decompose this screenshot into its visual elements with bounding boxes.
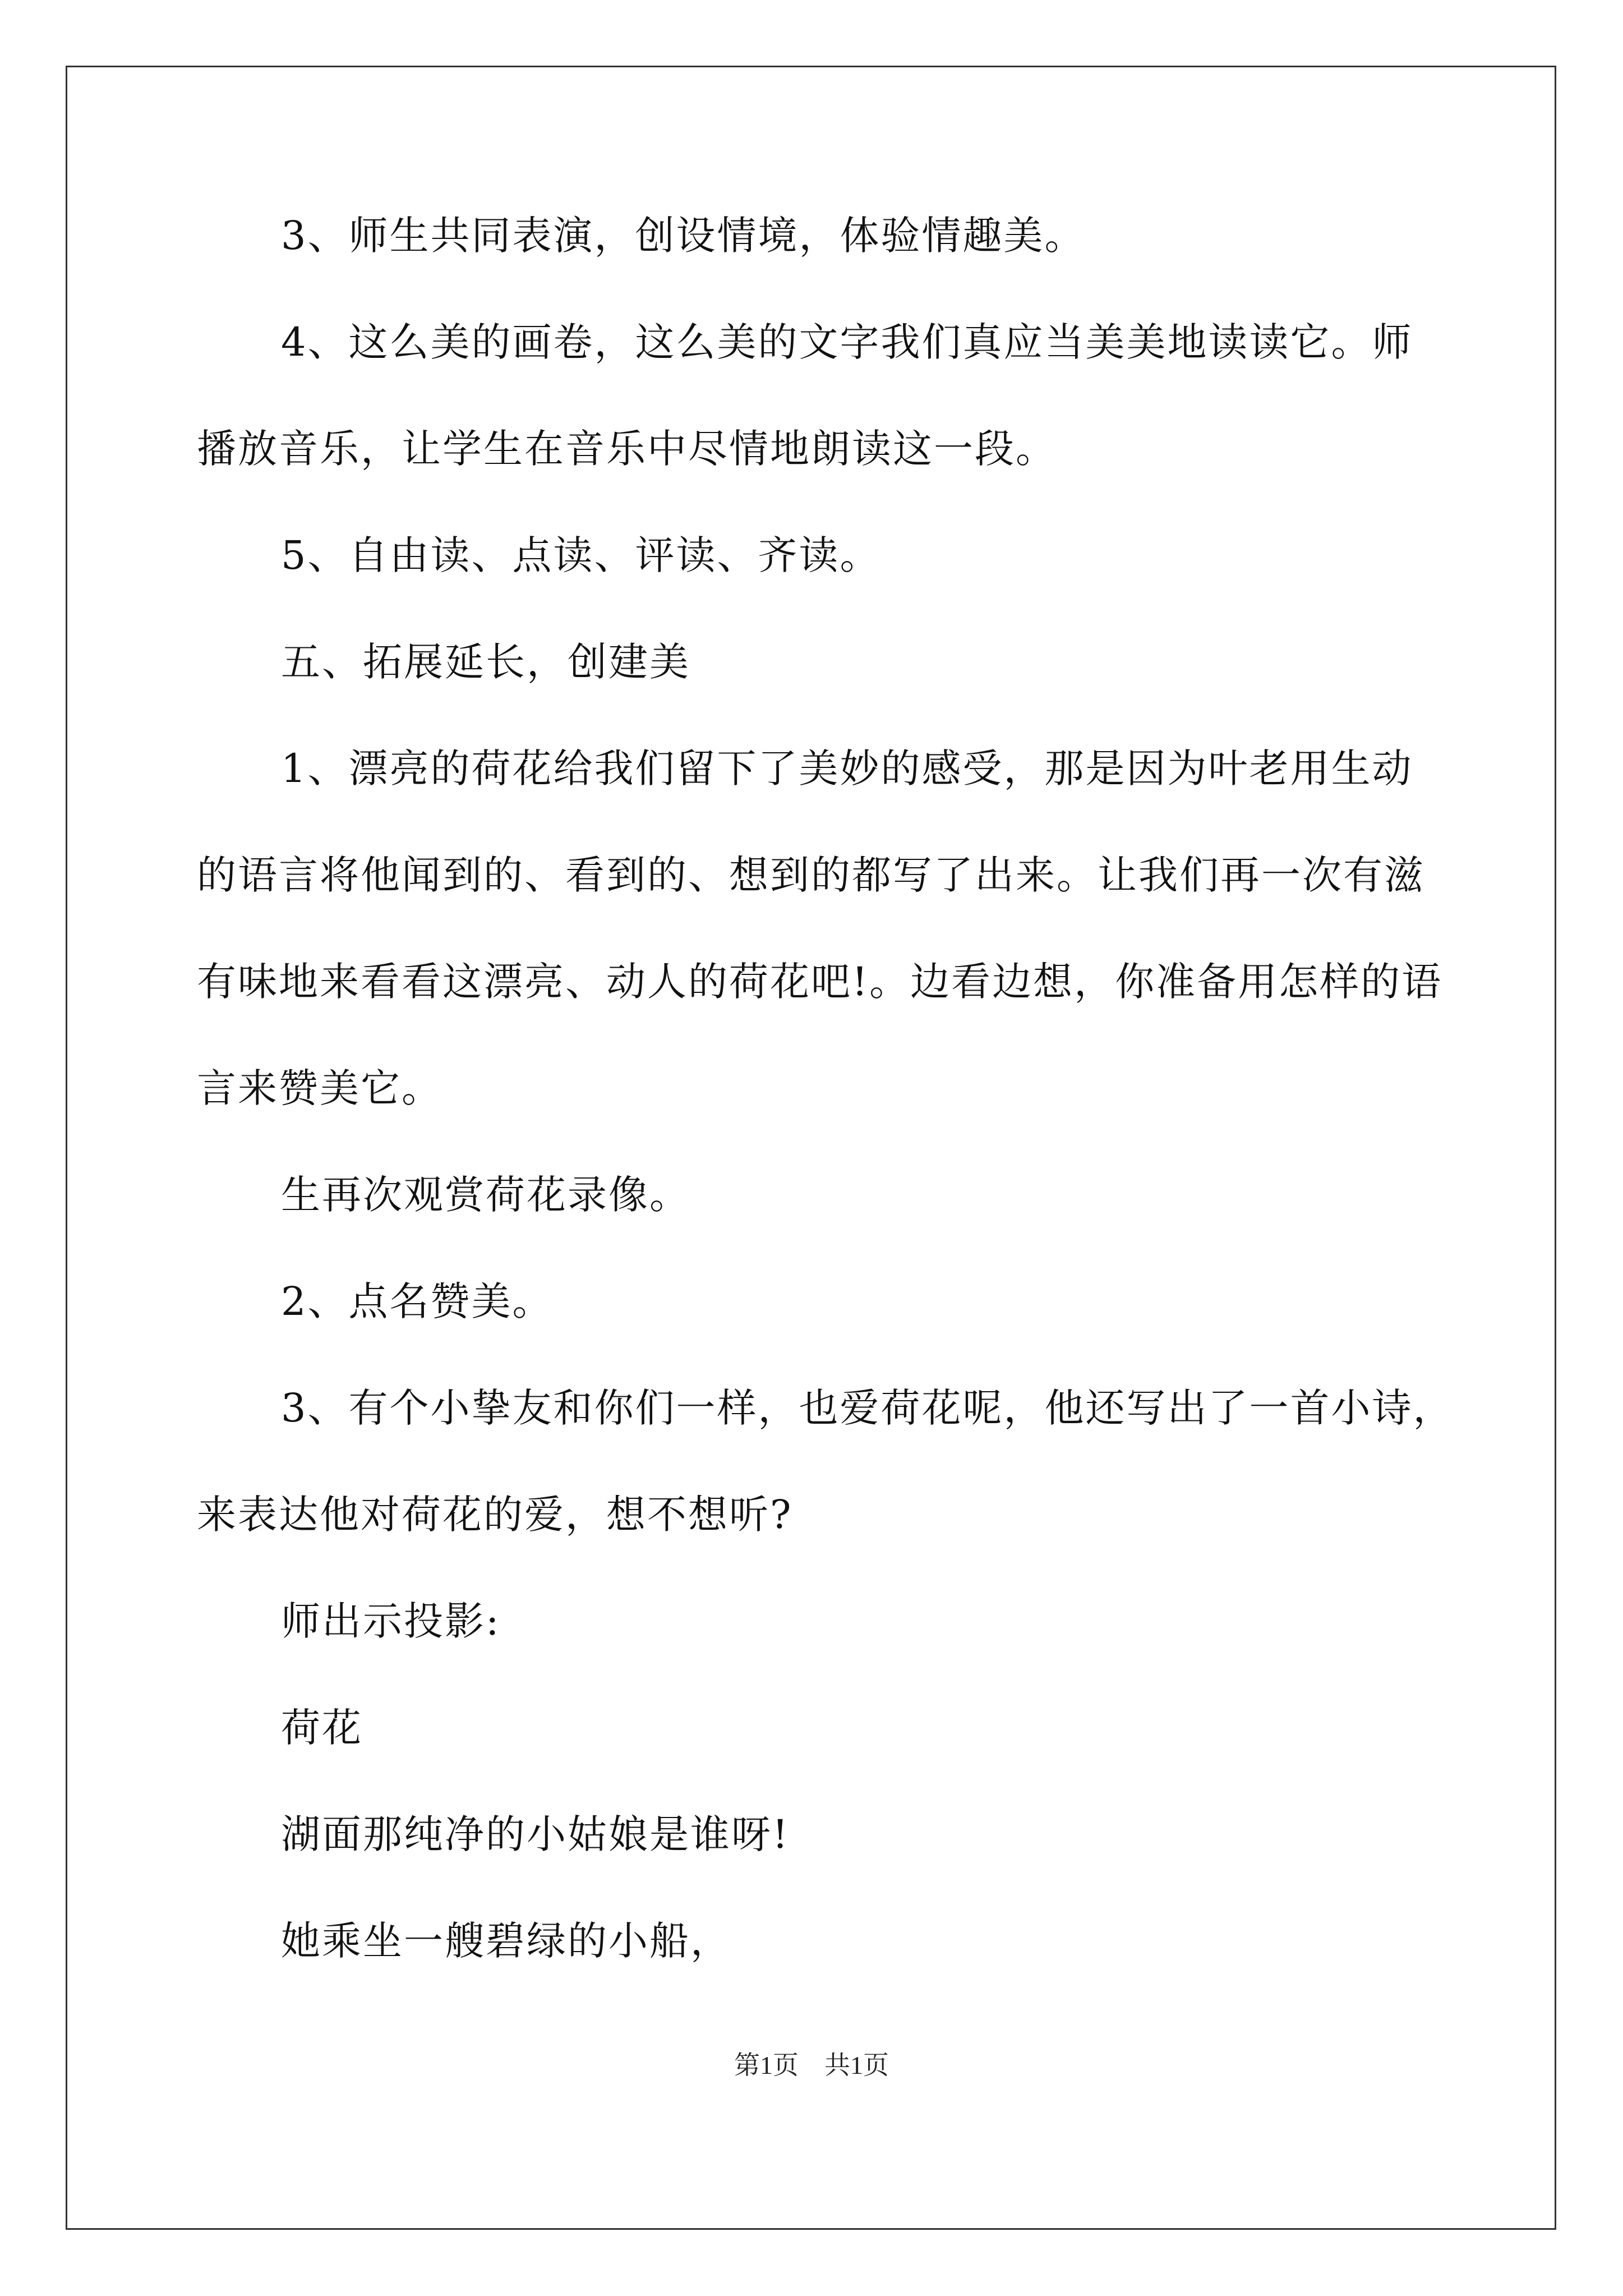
poem-line: 她乘坐一艘碧绿的小船，: [281, 1918, 731, 1964]
paragraph-line: 有味地来看看这漂亮、动人的荷花吧!。边看边想，你准备用怎样的语: [197, 959, 1443, 1005]
paragraph-line: 4、这么美的画卷，这么美的文字我们真应当美美地读读它。师: [281, 319, 1413, 365]
poem-line: 湖面那纯净的小姑娘是谁呀!: [281, 1811, 790, 1857]
paragraph-line: 3、师生共同表演，创设情境，体验情趣美。: [281, 213, 1086, 259]
poem-title: 荷花: [281, 1705, 363, 1751]
section-heading: 五、拓展延长，创建美: [281, 639, 690, 685]
paragraph-line: 来表达他对荷花的爱，想不想听?: [197, 1492, 793, 1538]
paragraph-line: 3、有个小挚友和你们一样，也爱荷花呢，他还写出了一首小诗，: [281, 1385, 1454, 1431]
paragraph-line: 言来赞美它。: [197, 1065, 442, 1111]
paragraph-line: 生再次观赏荷花录像。: [281, 1172, 690, 1218]
paragraph-line: 2、点名赞美。: [281, 1278, 554, 1324]
page-number-footer: 第1页 共1页: [734, 2051, 889, 2079]
page-border: [66, 66, 1556, 2230]
paragraph-line: 1、漂亮的荷花给我们留下了美妙的感受，那是因为叶老用生动: [281, 746, 1413, 792]
paragraph-line: 播放音乐，让学生在音乐中尽情地朗读这一段。: [197, 426, 1057, 472]
paragraph-line: 5、自由读、点读、评读、齐读。: [281, 532, 881, 578]
paragraph-line: 师出示投影:: [281, 1598, 501, 1644]
paragraph-line: 的语言将他闻到的、看到的、想到的都写了出来。让我们再一次有滋: [197, 852, 1425, 898]
